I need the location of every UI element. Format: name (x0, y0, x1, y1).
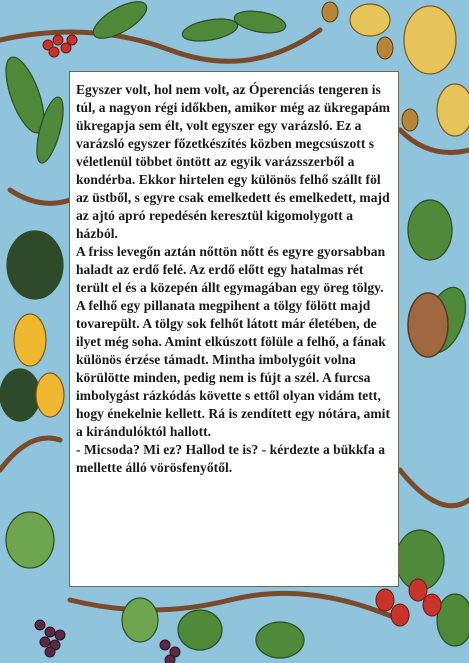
story-text-box (69, 71, 399, 587)
story-paragraph-3: - Micsoda? Mi ez? Hallod te is? - kérdezte a bükkfa a mellette álló vörösfenyőtől. (76, 442, 385, 475)
story-paragraph-2: A friss levegőn aztán nőttön nőtt és egyre gyorsabban haladt az erdő felé. Az erdő előtt egy hatalmas rét terült el és a közepén állt egymagában egy öreg tölgy. A felhő egy pillanata megpihent a tölgy fölött majd tovarepült. A tölgy sok felhőt látott már életében, de ilyet még soha. Amint elkúszott fölüle a felhő, a fának különös érzése támadt. Mintha imbolygóit volna körülötte minden, pedig nem is fújt a szél. A furcsa imbolygást rázkódás követte s ettől olyan vidám tett, hogy énekelnie kellett. Rá is zendített egy nótára, amit a kirándulóktól hallott. (76, 244, 390, 439)
story-paragraph-1: Egyszer volt, hol nem volt, az Óperenciás tengeren is túl, a nagyon régi időkben, amikor még az ükregapám ükregapja sem élt, volt egyszer egy varázsló. Ez a varázsló egyszer főzetkészítés közben megcsúszott s véletlenül többet öntött az egyik varázsszerből a kondérba. Ekkor hirtelen egy különös felhő szállt föl az üstből, s egyre csak emelkedett és emelkedett, majd az ajtó apró repedésén keresztül kigomolygott a házból. (76, 82, 391, 241)
pine-cone (408, 293, 448, 357)
